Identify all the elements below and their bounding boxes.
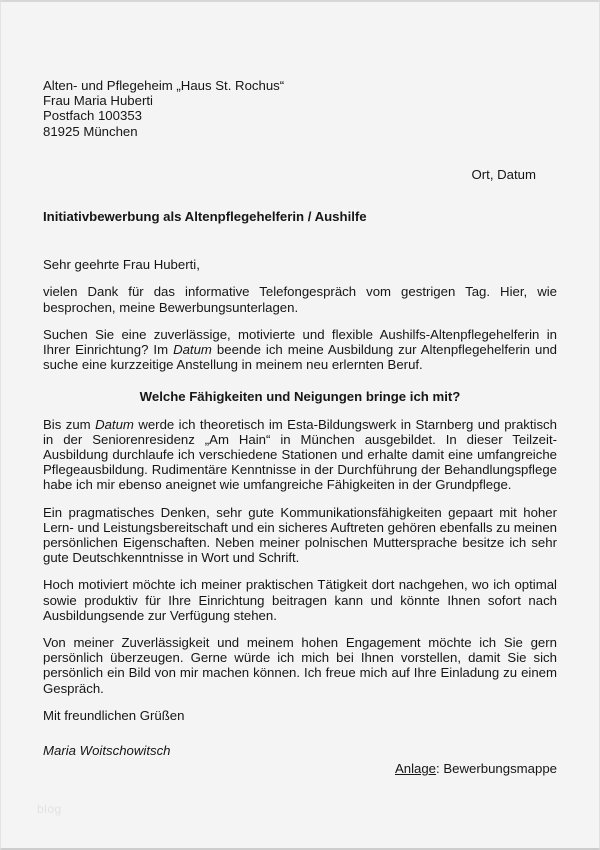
paragraph-text: beende ich meine Ausbildung zur Altenpflegehelferin und suche eine kurzzeitige Anstellung in meinem neu erlernten Beruf. bbox=[43, 342, 557, 373]
recipient-line: Frau Maria Huberti bbox=[43, 93, 153, 109]
paragraph-training bbox=[43, 417, 557, 493]
datum-placeholder: Datum bbox=[95, 416, 134, 432]
subject-line: Initiativbewerbung als Altenpflegehelferin / Aushilfe bbox=[43, 209, 367, 225]
salutation: Sehr geehrte Frau Huberti, bbox=[43, 257, 200, 273]
paragraph-text: werde ich theoretisch im Esta-Bildungswerk in Starnberg und praktisch in der Seniorenresidenz „Am Hain“ in München ausgebildet. In dieser Teilzeit-Ausbildung durchlaufe ich verschiedene Stationen und erhalte damit eine umfangreiche Pflegeausbildung. Rudimentäre Kenntnisse in der Durchführung der Behandlungspflege habe ich mir ebenso aneignet wie umfangreiche Fähigkeiten in der Grundpflege. bbox=[43, 416, 557, 493]
skills-heading: Welche Fähigkeiten und Neigungen bringe ich mit? bbox=[139, 389, 461, 405]
paragraph-thanks: vielen Dank für das informative Telefongespräch vom gestrigen Tag. Hier, wie besprochen, meine Bewerbungsunterlagen. bbox=[43, 284, 557, 315]
recipient-address-block bbox=[43, 78, 557, 139]
enclosure-value: : Bewerbungsmappe bbox=[436, 761, 557, 777]
watermark-text: blog bbox=[37, 802, 62, 816]
signature-name: Maria Woitschowitsch bbox=[43, 743, 171, 759]
paragraph-invitation: Von meiner Zuverlässigkeit und meinem hohen Engagement möchte ich Sie gern persönlich überzeugen. Gerne würde ich mich bei Ihnen vorstellen, damit Sie sich persönlich ein Bild von mir machen können. Ich freue mich auf Ihre Einladung zu einem Gespräch. bbox=[43, 635, 557, 696]
recipient-line: 81925 München bbox=[43, 123, 138, 139]
enclosure-line bbox=[43, 761, 557, 776]
place-date-line: Ort, Datum bbox=[471, 166, 536, 182]
paragraph-text: Suchen Sie eine zuverlässige, motivierte und flexible Aushilfs-Altenpflegehelferin in Ihrer Einrichtung? Im bbox=[43, 326, 557, 358]
paragraph-qualities: Ein pragmatisches Denken, sehr gute Kommunikationsfähigkeiten gepaart mit hoher Lern- und Leistungsbereitschaft und ein sicheres Auftreten gehören ebenfalls zu meinen persönlichen Eigenschaften. Neben meiner polnischen Muttersprache besitze ich sehr gute Deutschkenntnisse in Wort und Schrift. bbox=[43, 504, 557, 566]
recipient-line: Postfach 100353 bbox=[43, 108, 142, 124]
paragraph-search bbox=[43, 327, 557, 373]
paragraph-text: Bis zum bbox=[43, 416, 96, 432]
closing-formula: Mit freundlichen Grüßen bbox=[43, 707, 185, 723]
paragraph-motivation: Hoch motiviert möchte ich meiner praktischen Tätigkeit dort nachgehen, wo ich optimal sowie produktiv für Ihre Einrichtung beitragen kann und könnte Ihnen sofort nach Ausbildungsende zur Verfügung stehen. bbox=[43, 577, 557, 623]
enclosure-label: Anlage bbox=[394, 761, 437, 777]
letter-content bbox=[1, 78, 599, 777]
recipient-line: Alten- und Pflegeheim „Haus St. Rochus“ bbox=[43, 78, 285, 93]
datum-placeholder: Datum bbox=[173, 342, 212, 358]
